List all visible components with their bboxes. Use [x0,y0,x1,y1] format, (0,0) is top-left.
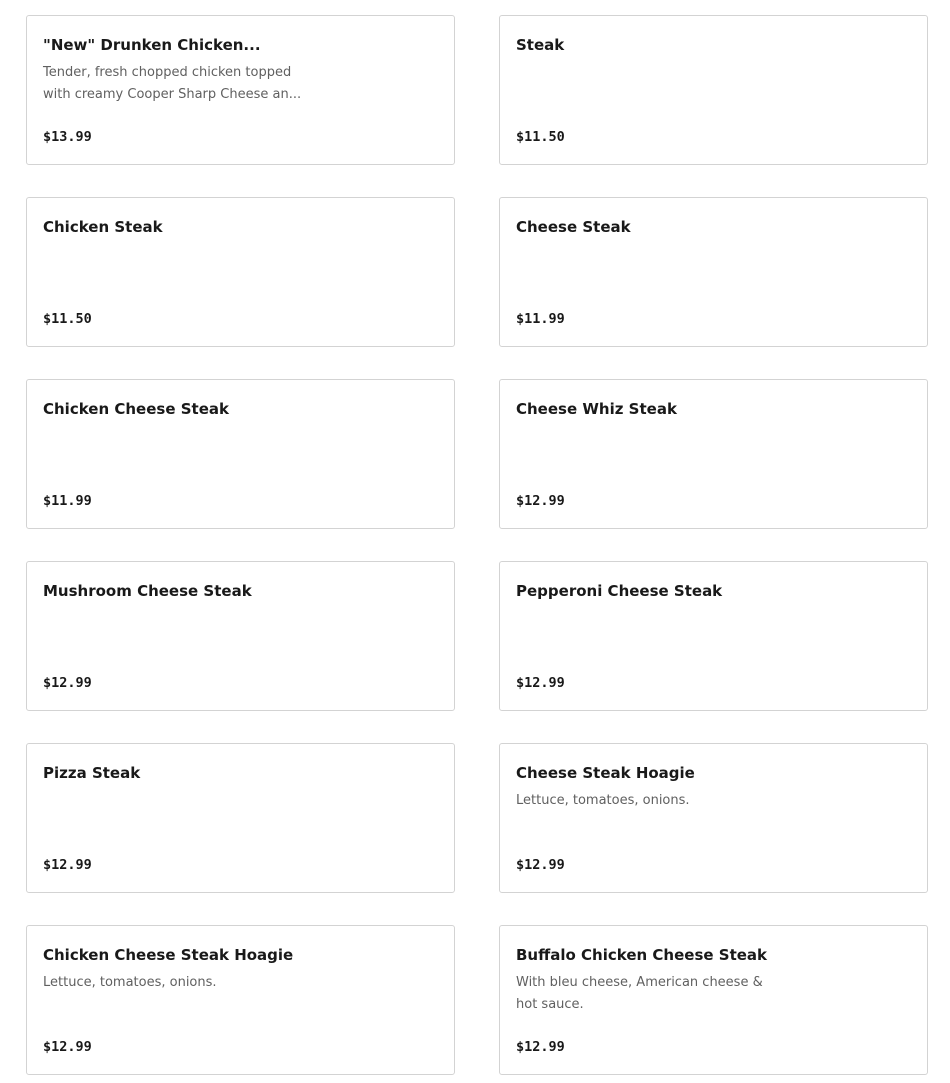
menu-item-card[interactable] [26,379,455,529]
menu-item-card[interactable] [26,925,455,1075]
menu-item-name: Chicken Cheese Steak Hoagie [43,946,294,964]
menu-item-name: Chicken Cheese Steak [43,400,229,418]
menu-item-price: $11.99 [516,311,565,327]
menu-item-description: Tender, fresh chopped chicken topped with creamy Cooper Sharp Cheese an... [43,65,302,102]
menu-item-name: "New" Drunken Chicken... [43,36,261,54]
menu-item-name: Pepperoni Cheese Steak [516,582,723,600]
menu-item-card[interactable] [26,743,455,893]
menu-item-price: $12.99 [516,857,565,873]
menu-item-name: Mushroom Cheese Steak [43,582,252,600]
menu-item-name: Steak [516,36,565,54]
menu-item-card[interactable] [499,15,928,165]
menu-item-price: $11.50 [516,129,565,145]
menu-item-price: $11.99 [43,493,92,509]
menu-item-description: Lettuce, tomatoes, onions. [516,793,690,808]
menu-item-name: Cheese Steak Hoagie [516,764,695,782]
menu-item-grid [26,15,928,1075]
menu-item-price: $12.99 [43,675,92,691]
menu-item-card[interactable] [26,561,455,711]
menu-item-name: Cheese Whiz Steak [516,400,677,418]
menu-item-card[interactable] [499,743,928,893]
menu-item-price: $12.99 [516,675,565,691]
menu-item-price: $12.99 [516,1039,565,1055]
menu-item-description: Lettuce, tomatoes, onions. [43,975,217,990]
menu-item-name: Chicken Steak [43,218,163,236]
menu-item-card[interactable] [499,379,928,529]
menu-item-card[interactable] [499,197,928,347]
menu-item-price: $12.99 [516,493,565,509]
menu-item-name: Buffalo Chicken Cheese Steak [516,946,768,964]
menu-item-price: $11.50 [43,311,92,327]
menu-item-price: $12.99 [43,1039,92,1055]
menu-item-name: Pizza Steak [43,764,141,782]
menu-item-price: $12.99 [43,857,92,873]
menu-item-description: With bleu cheese, American cheese & hot sauce. [516,975,763,1012]
menu-item-card[interactable] [26,197,455,347]
menu-item-name: Cheese Steak [516,218,631,236]
menu-item-card[interactable] [499,925,928,1075]
menu-item-price: $13.99 [43,129,92,145]
menu-item-card[interactable] [26,15,455,165]
menu-item-card[interactable] [499,561,928,711]
